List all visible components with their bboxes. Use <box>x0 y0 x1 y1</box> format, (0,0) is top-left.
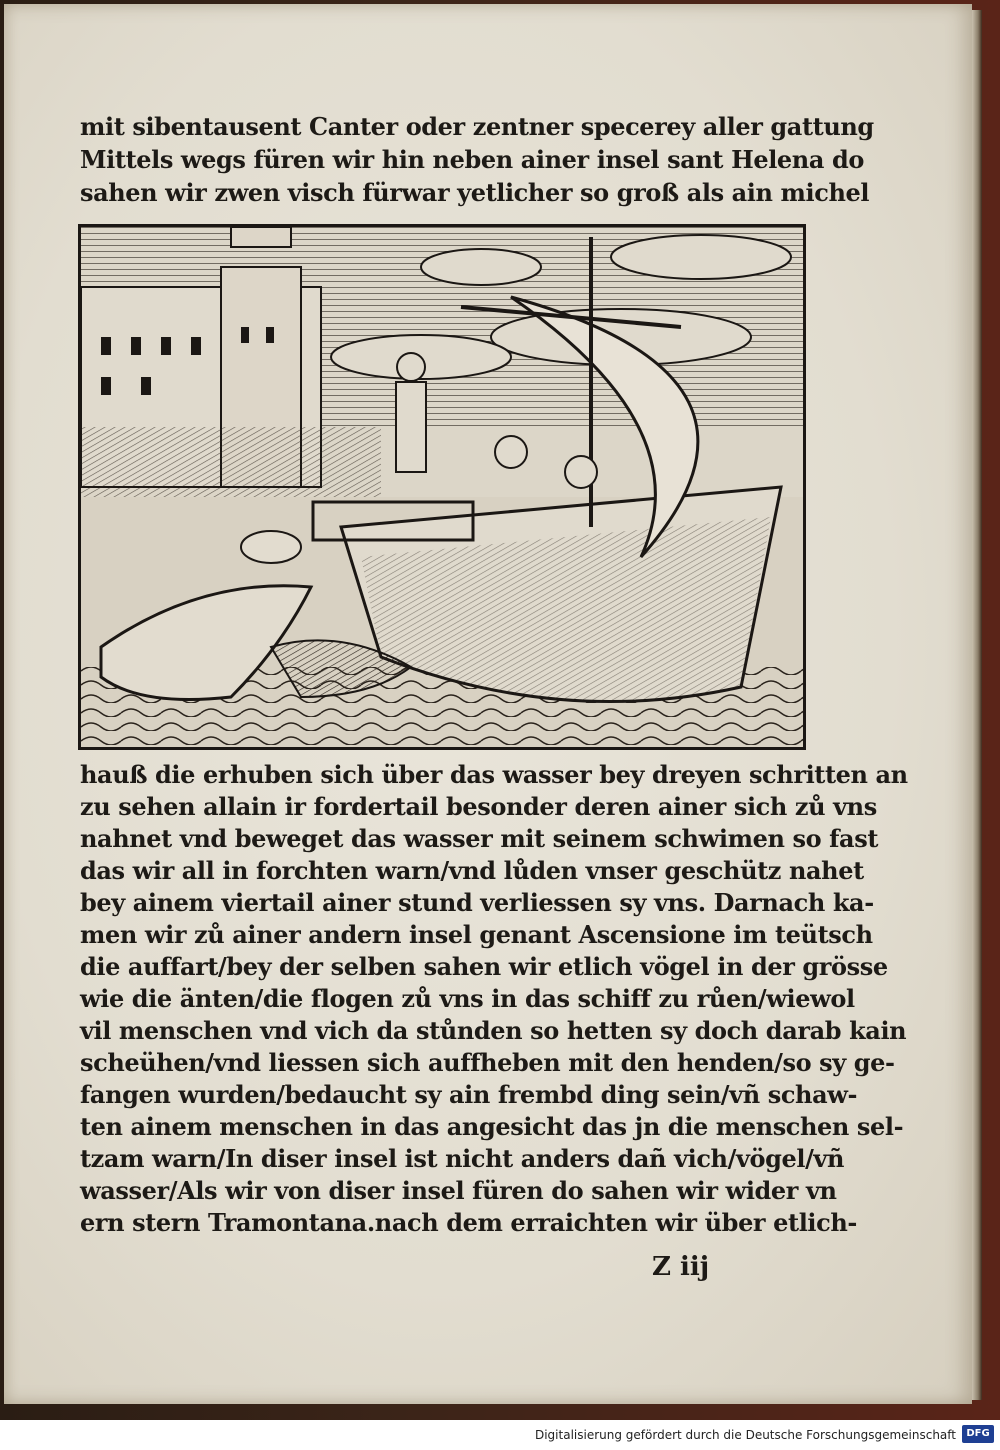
text-line: zu sehen allain ir fordertail besonder deren ainer sich zů vns <box>80 792 877 821</box>
footer-bar <box>0 1420 1000 1450</box>
text-line: tzam warn/In diser insel ist nicht anders dañ vich/vögel/vñ <box>80 1144 845 1173</box>
text-line: die auffart/bey der selben sahen wir etlich vögel in der grösse <box>80 952 888 981</box>
text-line: hauß die erhuben sich über das wasser bey dreyen schritten an <box>80 760 908 789</box>
footer-credit: Digitalisierung gefördert durch die Deutsche Forschungsgemeinschaft <box>534 1428 956 1442</box>
text-line: fangen wurden/bedaucht sy ain frembd ding sein/vñ schaw- <box>80 1080 858 1109</box>
page-edge <box>972 10 982 1400</box>
dfg-logo-icon: DFG <box>962 1425 994 1443</box>
text-line: nahnet vnd beweget das wasser mit seinem schwimen so fast <box>80 824 879 853</box>
text-line: scheühen/vnd liessen sich auffheben mit den henden/so sy ge- <box>80 1048 895 1077</box>
text-line: vil menschen vnd vich da stůnden so hetten sy doch darab kain <box>80 1016 907 1045</box>
woodcut-image <box>81 227 803 747</box>
woodcut-illustration <box>78 224 806 750</box>
text-line: das wir all in forchten warn/vnd lůden vnser geschütz nahet <box>80 856 864 885</box>
text-line: ten ainem menschen in das angesicht das jn die menschen sel- <box>80 1112 904 1141</box>
text-line: mit sibentausent Canter oder zentner specerey aller gattung <box>80 112 874 141</box>
text-line: Mittels wegs füren wir hin neben ainer insel sant Helena do <box>80 145 864 174</box>
text-line: men wir zů ainer andern insel genant Ascensione im teütsch <box>80 920 873 949</box>
text-line: ern stern Tramontana.nach dem erraichten wir über etlich- <box>80 1208 857 1237</box>
text-line: sahen wir zwen visch fürwar yetlicher so groß als ain michel <box>80 178 870 207</box>
text-line: wasser/Als wir von diser insel füren do sahen wir wider vn <box>80 1176 837 1205</box>
text-line: bey ainem viertail ainer stund verliessen sy vns. Darnach ka- <box>80 888 874 917</box>
signature-mark: Z iij <box>652 1252 710 1282</box>
text-line: wie die änten/die flogen zů vns in das schiff zu růen/wiewol <box>80 984 855 1013</box>
